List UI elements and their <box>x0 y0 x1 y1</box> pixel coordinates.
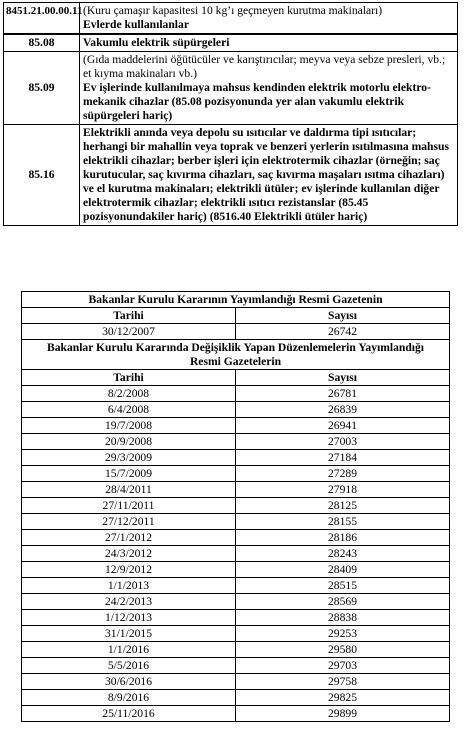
tariff-row <box>4 3 458 35</box>
amendment-row <box>22 546 450 562</box>
tariff-description <box>80 52 458 125</box>
amendments-title: Bakanlar Kurulu Kararında Değişiklik Yapan Düzenlemelerin Yayımlandığı Resmi Gazetelerin <box>22 340 450 370</box>
amendment-number: 29899 <box>236 706 450 722</box>
original-gazette-number: 26742 <box>236 324 450 340</box>
description-heading: Ev işlerinde kullanılmaya mahsus kendinden elektrik motorlu elektro-mekanik cihazlar (85.08 pozisyonunda yer alan vakumlu elektrik süpürgeleri hariç) <box>83 81 431 122</box>
amendment-number: 26839 <box>236 402 450 418</box>
tariff-row <box>4 34 458 52</box>
amendment-number: 27184 <box>236 450 450 466</box>
number-column-header: Sayısı <box>236 308 450 324</box>
amendment-row <box>22 450 450 466</box>
amendment-number: 29253 <box>236 626 450 642</box>
gazette-header-row <box>22 308 450 324</box>
tariff-description <box>80 3 458 35</box>
amendment-date: 20/9/2008 <box>22 434 236 450</box>
amendment-number: 27003 <box>236 434 450 450</box>
amendment-date: 1/1/2016 <box>22 642 236 658</box>
amendment-row <box>22 626 450 642</box>
amendment-row <box>22 610 450 626</box>
amendment-date: 27/11/2011 <box>22 498 236 514</box>
amendment-number: 29758 <box>236 674 450 690</box>
amendment-date: 12/9/2012 <box>22 562 236 578</box>
amendment-date: 5/5/2016 <box>22 658 236 674</box>
amendment-number: 29580 <box>236 642 450 658</box>
tariff-row <box>4 125 458 226</box>
amendment-row <box>22 578 450 594</box>
tariff-code: 85.09 <box>4 52 80 125</box>
tariff-positions-table <box>3 2 458 226</box>
date-column-header: Tarihi <box>22 308 236 324</box>
amendment-date: 31/1/2015 <box>22 626 236 642</box>
tariff-code: 8451.21.00.00.11 <box>4 3 80 35</box>
gazette-title-row <box>22 292 450 308</box>
amendment-date: 30/6/2016 <box>22 674 236 690</box>
amendment-row <box>22 418 450 434</box>
description-note: (Gıda maddelerini öğütücüler ve karıştırıcılar; meyva veya sebze presleri, vb.; et kıyma makinaları vb.) <box>83 53 446 80</box>
description-heading: Elektrikli anında veya depolu su ısıtıcılar ve daldırma tipi ısıtıcılar; herhangi bir mahallin veya toprak ve benzeri yerlerin ısıtılmasına mahsus elektrikli cihazlar; berber işleri için elektrotermik cihazlar (örneğin; saç kurutucular, saç kıvırma cihazları, saç kıvırma maşaları ısıtma cihazları) ve el kurutma makinaları; elektrikli ütüler; ev işlerinde kullanılan diğer elektrotermik cihazlar; elektrikli ısıtıcı rezistanslar (85.45 pozisyonundakiler hariç) (8516.40 Elektrikli ütüler hariç) <box>83 126 449 223</box>
amendment-row <box>22 482 450 498</box>
amendment-number: 28243 <box>236 546 450 562</box>
amendment-number: 28515 <box>236 578 450 594</box>
amendment-date: 28/4/2011 <box>22 482 236 498</box>
amendment-number: 28125 <box>236 498 450 514</box>
amendment-date: 1/1/2013 <box>22 578 236 594</box>
amendment-number: 29825 <box>236 690 450 706</box>
amendment-number: 28569 <box>236 594 450 610</box>
amendment-number: 27289 <box>236 466 450 482</box>
amendment-date: 6/4/2008 <box>22 402 236 418</box>
amendment-number: 26941 <box>236 418 450 434</box>
amendment-number: 28409 <box>236 562 450 578</box>
amendment-date: 15/7/2009 <box>22 466 236 482</box>
amendment-row <box>22 674 450 690</box>
tariff-row <box>4 52 458 125</box>
amendment-row <box>22 434 450 450</box>
original-gazette-date: 30/12/2007 <box>22 324 236 340</box>
tariff-code: 85.16 <box>4 125 80 226</box>
amendment-date: 27/12/2011 <box>22 514 236 530</box>
amendment-row <box>22 562 450 578</box>
amendment-date: 27/1/2012 <box>22 530 236 546</box>
amendment-date: 19/7/2008 <box>22 418 236 434</box>
gazette-table <box>21 291 450 722</box>
tariff-description <box>80 34 458 52</box>
amendment-row <box>22 706 450 722</box>
amendment-date: 8/9/2016 <box>22 690 236 706</box>
amendments-body <box>22 386 450 722</box>
description-heading: Vakumlu elektrik süpürgeleri <box>83 36 230 49</box>
amendment-date: 1/12/2013 <box>22 610 236 626</box>
amendment-number: 29703 <box>236 658 450 674</box>
amendment-row <box>22 498 450 514</box>
amendment-row <box>22 386 450 402</box>
tariff-code: 85.08 <box>4 34 80 52</box>
amendment-row <box>22 466 450 482</box>
amendment-date: 29/3/2009 <box>22 450 236 466</box>
tariff-description <box>80 125 458 226</box>
amendment-row <box>22 402 450 418</box>
tariff-positions-body <box>4 3 458 226</box>
amendment-number: 28155 <box>236 514 450 530</box>
amendment-row <box>22 658 450 674</box>
amendment-date: 8/2/2008 <box>22 386 236 402</box>
gazette-title: Bakanlar Kurulu Kararının Yayımlandığı Resmi Gazetenin <box>22 292 450 308</box>
amendment-date: 24/3/2012 <box>22 546 236 562</box>
amendment-row <box>22 690 450 706</box>
amendments-number-header: Sayısı <box>236 370 450 386</box>
amendment-row <box>22 594 450 610</box>
description-note: (Kuru çamaşır kapasitesi 10 kg’ı geçmeyen kurutma makinaları) <box>83 4 383 17</box>
amendment-number: 27918 <box>236 482 450 498</box>
amendments-title-row <box>22 340 450 370</box>
amendment-row <box>22 514 450 530</box>
amendment-number: 26781 <box>236 386 450 402</box>
description-heading: Evlerde kullanılanlar <box>83 18 189 31</box>
amendment-date: 24/2/2013 <box>22 594 236 610</box>
amendment-row <box>22 530 450 546</box>
amendments-date-header: Tarihi <box>22 370 236 386</box>
amendment-row <box>22 642 450 658</box>
original-gazette-row <box>22 324 450 340</box>
amendments-header-row <box>22 370 450 386</box>
amendment-number: 28838 <box>236 610 450 626</box>
amendment-date: 25/11/2016 <box>22 706 236 722</box>
amendment-number: 28186 <box>236 530 450 546</box>
